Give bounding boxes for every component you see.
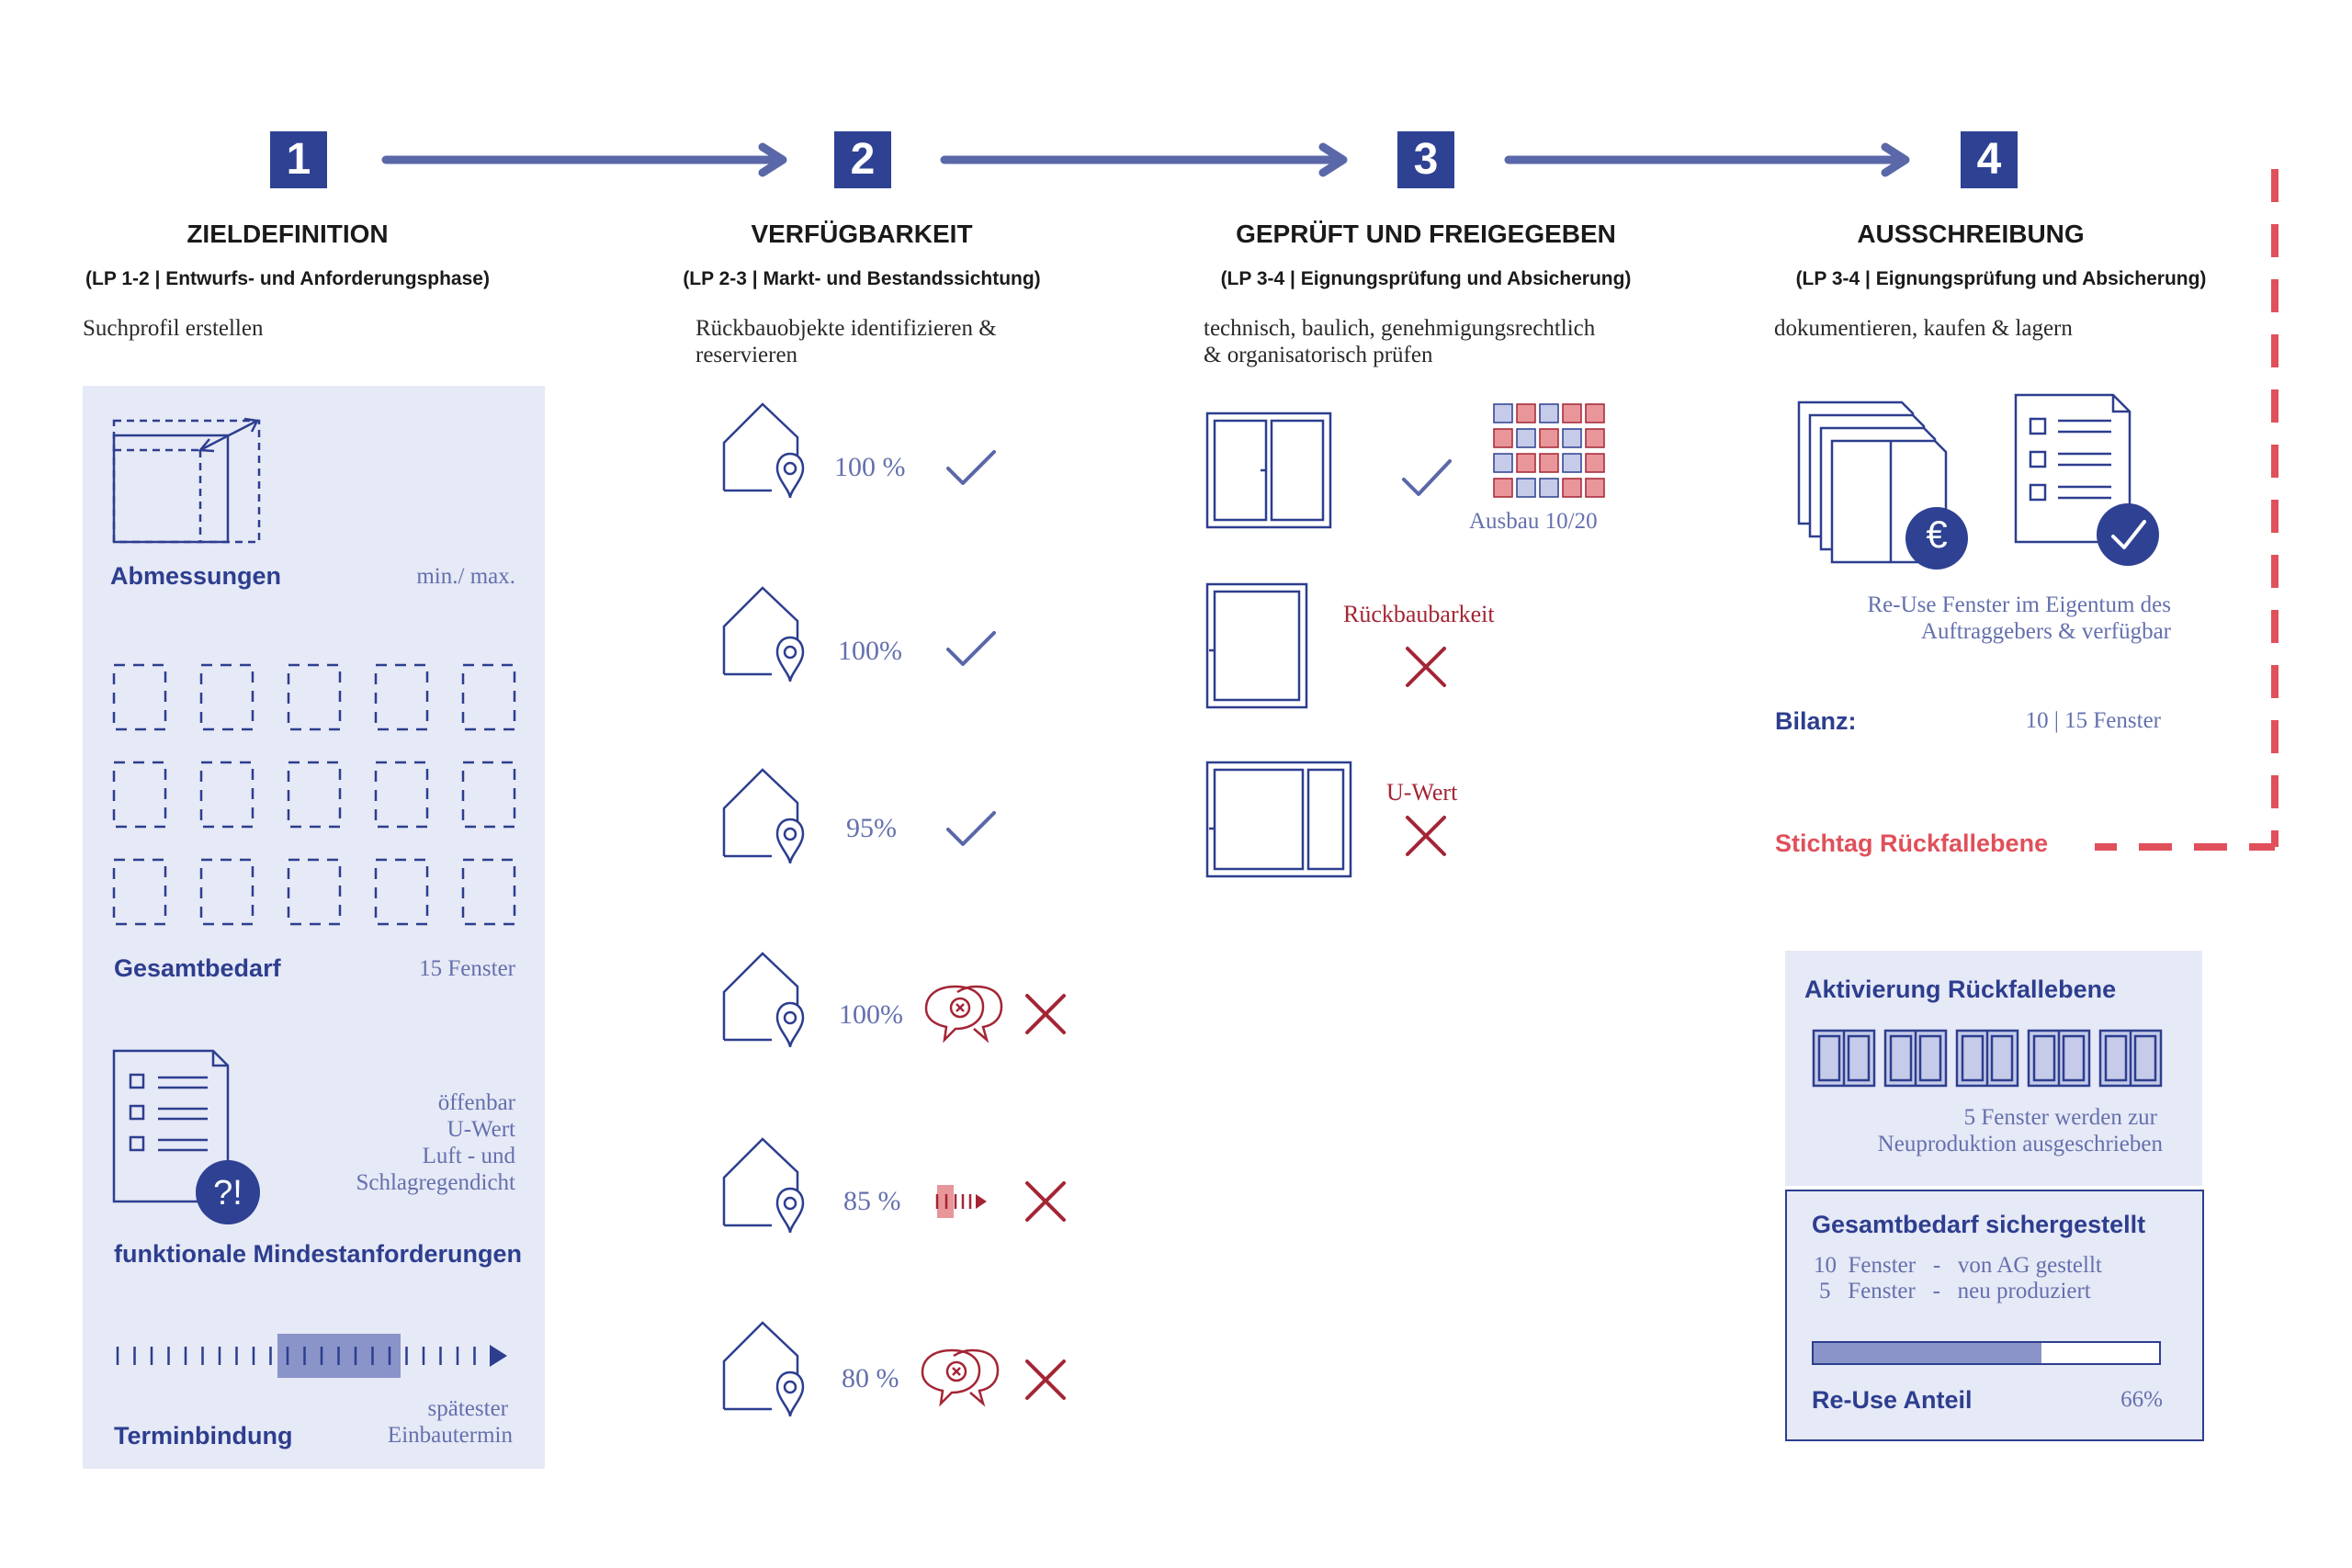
new-window-pane [1920,1036,1940,1080]
req-schlagregen: Schlagregendicht [356,1170,515,1195]
neuproduktion-1: 5 Fenster werden zur [1963,1105,2157,1130]
req-uwert: U-Wert [447,1117,515,1142]
ausbau-cell [1586,429,1604,447]
window-icons-check [1194,395,1635,891]
ausbau-cell [1563,404,1581,423]
minmax-value: min./ max. [416,564,515,589]
fallback-dashed-line [2076,165,2352,863]
check-icon [948,633,994,664]
abmessungen-label: Abmessungen [110,562,282,590]
step-3-desc-2: & organisatorisch prüfen [1204,343,1433,367]
placeholder-cell [288,665,340,729]
ausbau-cell [1517,454,1535,472]
placeholder-cell [288,762,340,827]
termin-value-1: spätester [427,1396,508,1421]
placeholder-cell [201,860,253,924]
terminbindung-label: Terminbindung [114,1422,293,1450]
step-1-box: 1 [270,131,327,188]
step-2-desc-1: Rückbauobjekte identifizieren & [695,316,997,341]
placeholder-cell [376,665,427,729]
funktional-label: funktionale Mindestanforderungen [114,1240,523,1268]
gesamtbedarf-label: Gesamtbedarf [114,954,281,982]
step-4-subtitle: (LP 3-4 | Eignungsprüfung und Absicherung) [1795,268,2207,289]
placeholder-cell [288,860,340,924]
termin-value-2: Einbautermin [387,1423,513,1448]
ausbau-cell [1540,454,1558,472]
ausbau-cell [1494,454,1512,472]
pct-row-2: 100% [838,636,902,666]
step-2-title: VERFÜGBARKEIT [751,220,973,248]
panel2-status-icons [910,432,1093,1433]
house-location-icons [717,395,845,1461]
fenster-15-value: 15 Fenster [419,956,515,981]
step-2-box: 2 [834,131,891,188]
question-badge: ?! [213,1174,243,1213]
ausbau-cell [1517,429,1535,447]
step-2-desc-2: reservieren [695,343,798,367]
ausbau-cell [1540,429,1558,447]
gesamtbedarf-title: Gesamtbedarf sichergestellt [1812,1211,2146,1238]
placeholder-cell [463,762,514,827]
ausbau-cell [1563,429,1581,447]
reuse-anteil-label: Re-Use Anteil [1812,1386,1973,1414]
check-icon [948,813,994,844]
bilanz-label: Bilanz: [1775,707,1857,735]
step-1-subtitle: (LP 1-2 | Entwurfs- und Anforderungsphase) [85,268,490,289]
ausbau-cell [1517,479,1535,497]
placeholder-cell [463,860,514,924]
step-4-desc: dokumentieren, kaufen & lagern [1774,316,2073,341]
step-3-desc-1: technisch, baulich, genehmigungsrechtlich [1204,316,1596,341]
placeholder-cell [376,860,427,924]
pct-row-5: 85 % [843,1186,901,1216]
reuse-desc-1: Re-Use Fenster im Eigentum des [1867,592,2171,617]
new-window-pane [1992,1036,2012,1080]
pct-row-6: 80 % [842,1363,899,1393]
euro-icon: € [1926,513,1948,556]
ausbau-cell [1517,404,1535,423]
placeholder-cell [201,762,253,827]
ausbau-cell [1540,479,1558,497]
new-window-pane [2064,1036,2084,1080]
ausbau-cell [1586,454,1604,472]
uwert-label: U-Wert [1386,779,1458,806]
placeholder-cell [114,860,165,924]
check-icon [1404,461,1450,494]
step-4-title: AUSSCHREIBUNG [1857,220,2085,248]
bilanz-value: 10 | 15 Fenster [2025,708,2161,733]
reuse-desc-2: Auftraggebers & verfügbar [1920,619,2171,644]
ausbau-cell [1540,404,1558,423]
new-window-pane [1849,1036,1869,1080]
placeholder-cell [114,762,165,827]
new-window-pane [2034,1036,2054,1080]
gesamt-line-1: 10 Fenster - von AG gestellt [1814,1253,2102,1278]
new-windows-icons [1810,1027,2168,1091]
aktivierung-title: Aktivierung Rückfallebene [1804,976,2117,1003]
ausbau-cell [1563,454,1581,472]
placeholder-cell [376,762,427,827]
req-luft: Luft - und [422,1144,515,1168]
dimension-icon [108,415,274,548]
req-oeffenbar: öffenbar [437,1090,515,1115]
check-icon [948,452,994,483]
placeholder-cell [114,665,165,729]
step-1-desc: Suchprofil erstellen [83,316,264,341]
pct-row-3: 95% [846,813,897,843]
step-3-title: GEPRÜFT UND FREIGEGEBEN [1236,220,1616,248]
neuproduktion-2: Neuproduktion ausgeschrieben [1877,1132,2163,1156]
ausbau-cell [1586,479,1604,497]
step-3-subtitle: (LP 3-4 | Eignungsprüfung und Absicherung) [1220,268,1632,289]
step-2-subtitle: (LP 2-3 | Markt- und Bestandssichtung) [683,268,1041,289]
stichtag-label: Stichtag Rückfallebene [1775,829,2049,857]
step-4-box: 4 [1961,131,2018,188]
timeline-icon [108,1323,522,1387]
ausbau-cell [1586,404,1604,423]
reuse-progress-fill [1814,1343,2041,1363]
ausbau-cell [1563,479,1581,497]
reuse-progress-bar [1812,1341,2161,1365]
new-window-pane [2135,1036,2155,1080]
requirement-list [356,1089,515,1196]
placeholder-cell [463,665,514,729]
gesamt-line-2: 5 Fenster - neu produziert [1819,1279,2091,1303]
ausbau-value: Ausbau 10/20 [1469,509,1598,534]
step-1-title: ZIELDEFINITION [187,220,389,248]
placeholder-cell [201,665,253,729]
new-window-pane [2106,1036,2126,1080]
new-window-pane [1891,1036,1911,1080]
new-window-pane [1819,1036,1839,1080]
step-arrows [0,0,2352,239]
ausbau-cell [1494,429,1512,447]
reuse-anteil-value: 66% [2120,1387,2163,1412]
step-3-box: 3 [1397,131,1454,188]
window-placeholder-grid [108,658,531,933]
pct-row-4: 100% [839,999,903,1030]
ausbau-cell [1494,479,1512,497]
new-window-pane [1962,1036,1983,1080]
ausbau-cell [1494,404,1512,423]
rueckbau-label: Rückbaubarkeit [1343,601,1495,627]
pct-row-1: 100 % [834,452,906,482]
